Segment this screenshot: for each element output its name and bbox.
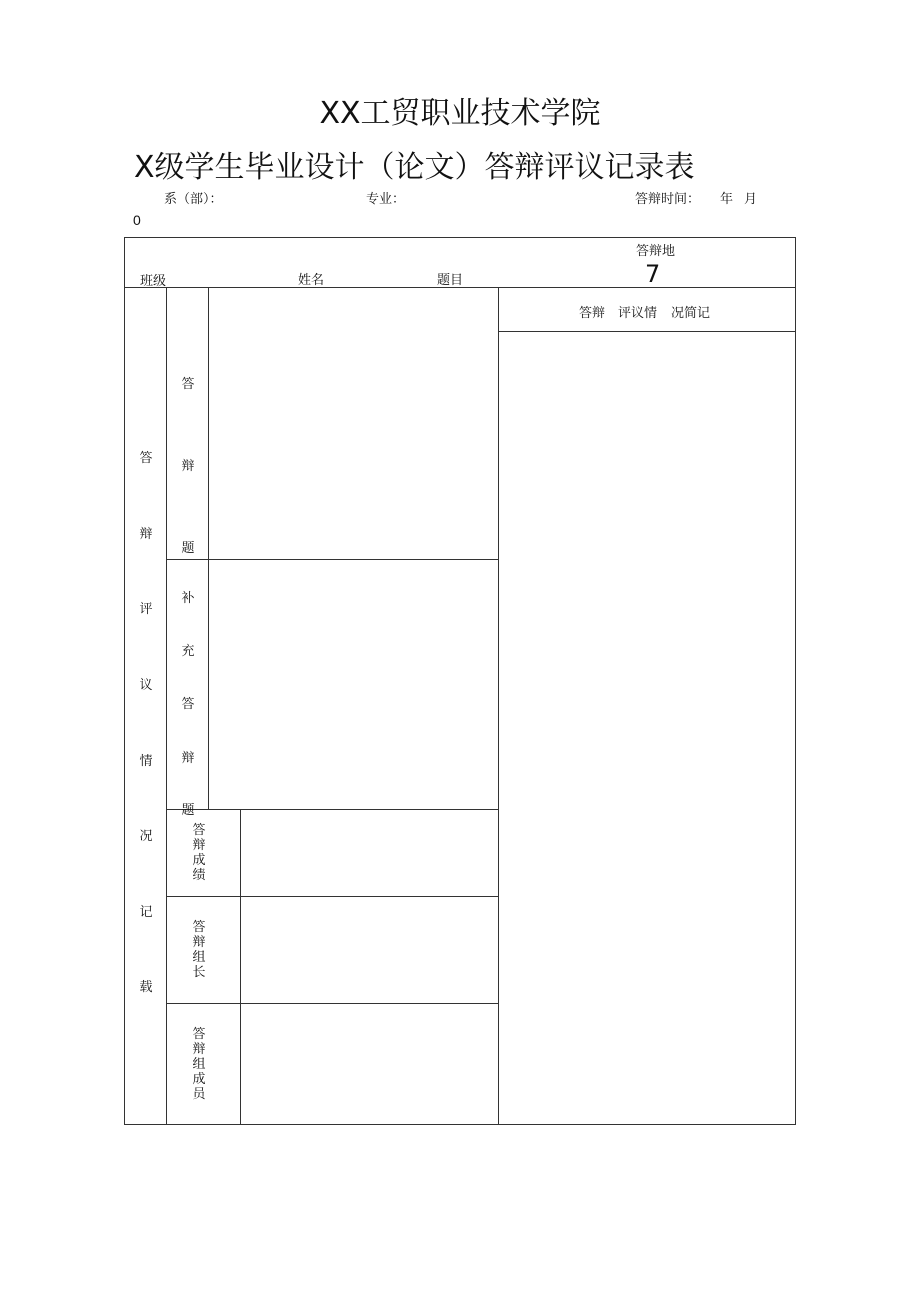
- side-char: 记: [139, 905, 153, 920]
- leader-char: 长: [192, 965, 206, 980]
- score-char: 成: [192, 853, 206, 868]
- side-char: 载: [139, 980, 153, 995]
- defense-question-field[interactable]: [209, 288, 498, 559]
- group-leader-field[interactable]: [241, 897, 498, 1003]
- form-title: X级学生毕业设计（论文）答辩评议记录表: [134, 150, 695, 185]
- score-char: 绩: [192, 868, 206, 883]
- evaluation-notes-field[interactable]: [499, 332, 795, 1124]
- school-title: XX工贸职业技术学院: [319, 96, 601, 131]
- supplementary-question-label: [167, 560, 208, 818]
- stray-zero: 0: [133, 212, 141, 228]
- major-label: 专业：: [366, 192, 406, 207]
- members-char: 组: [192, 1057, 206, 1072]
- question-char: 辩: [181, 459, 195, 474]
- right-header-part: 况简记: [671, 306, 711, 321]
- right-header-part: 评议情: [618, 306, 658, 321]
- group-members-field[interactable]: [241, 1004, 498, 1124]
- side-char: 情: [139, 754, 153, 769]
- members-char: 成: [192, 1072, 206, 1087]
- side-char: 辩: [139, 527, 153, 542]
- class-label: 班级: [140, 274, 167, 289]
- defense-time-label: 答辩时间：: [635, 192, 701, 207]
- members-char: 辩: [192, 1042, 206, 1057]
- defense-place-label: 答辩地: [636, 244, 676, 259]
- side-char: 议: [139, 678, 153, 693]
- name-label: 姓名: [298, 273, 325, 288]
- question-char: 题: [181, 541, 195, 556]
- defense-place-value: 7: [645, 260, 661, 288]
- right-header-part: 答辩: [579, 306, 606, 321]
- supp-char: 题: [181, 803, 195, 818]
- leader-char: 组: [192, 950, 206, 965]
- score-field[interactable]: [241, 810, 498, 896]
- side-char: 评: [139, 602, 153, 617]
- leader-char: 辩: [192, 935, 206, 950]
- supp-char: 答: [181, 697, 195, 712]
- leader-char: 答: [192, 920, 206, 935]
- dept-label: 系（部）：: [164, 192, 223, 207]
- supplementary-question-field[interactable]: [209, 560, 498, 809]
- side-char: 况: [139, 829, 153, 844]
- members-char: 答: [192, 1027, 206, 1042]
- supp-char: 充: [181, 644, 195, 659]
- year-label: 年: [720, 192, 734, 207]
- score-char: 答: [192, 823, 206, 838]
- question-char: 答: [181, 377, 195, 392]
- topic-label: 题目: [437, 273, 464, 288]
- month-label: 月: [744, 192, 758, 207]
- side-char: 答: [139, 451, 153, 466]
- score-char: 辩: [192, 838, 206, 853]
- members-char: 员: [192, 1087, 206, 1102]
- supp-char: 辩: [181, 751, 195, 766]
- supp-char: 补: [181, 591, 195, 606]
